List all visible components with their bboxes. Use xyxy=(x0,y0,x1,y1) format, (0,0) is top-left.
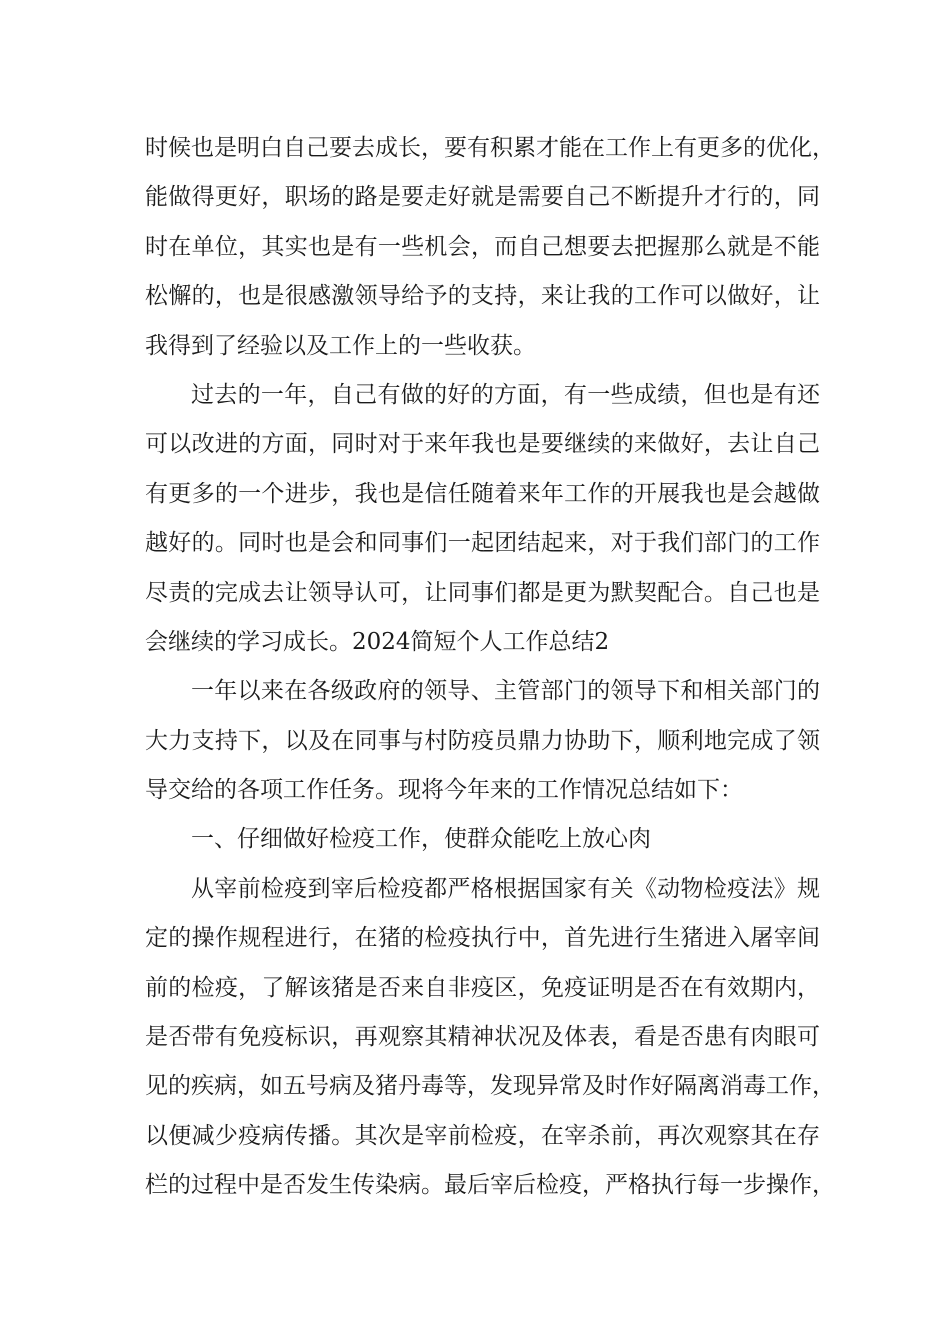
text-line: 时在单位，其实也是有一些机会，而自己想要去把握那么就是不能 xyxy=(145,233,820,260)
text-line: 前的检疫，了解该猪是否来自非疫区，免疫证明是否在有效期内， xyxy=(145,974,820,1001)
text-line: 是否带有免疫标识，再观察其精神状况及体表，看是否患有肉眼可 xyxy=(145,1024,820,1051)
text-line: 以便减少疫病传播。其次是宰前检疫，在宰杀前，再次观察其在存 xyxy=(145,1122,820,1149)
text-line: 定的操作规程进行，在猪的检疫执行中，首先进行生猪进入屠宰间 xyxy=(145,925,820,952)
text-line: 大力支持下，以及在同事与村防疫员鼎力协助下，顺利地完成了领 xyxy=(145,727,820,754)
text-line: 从宰前检疫到宰后检疫都严格根据国家有关《动物检疫法》规 xyxy=(191,875,820,902)
text-line: 我得到了经验以及工作上的一些收获。 xyxy=(145,332,536,359)
text-line: 尽责的完成去让领导认可，让同事们都是更为默契配合。自己也是 xyxy=(145,579,820,606)
text-line: 松懈的，也是很感激领导给予的支持，来让我的工作可以做好，让 xyxy=(145,283,820,310)
text-line: 时候也是明白自己要去成长，要有积累才能在工作上有更多的优化， xyxy=(145,135,835,161)
text-line: 见的疾病，如五号病及猪丹毒等，发现异常及时作好隔离消毒工作， xyxy=(145,1073,835,1100)
text-line: 一年以来在各级政府的领导、主管部门的领导下和相关部门的 xyxy=(191,678,820,705)
text-line: 栏的过程中是否发生传染病。最后宰后检疫，严格执行每一步操作， xyxy=(145,1172,835,1199)
text-line: 可以改进的方面，同时对于来年我也是要继续的来做好，去让自己 xyxy=(145,431,820,458)
text-line: 有更多的一个进步，我也是信任随着来年工作的开展我也是会越做 xyxy=(145,480,820,507)
document-body xyxy=(145,124,835,1211)
text-line: 导交给的各项工作任务。现将今年来的工作情况总结如下： xyxy=(145,777,743,804)
text-line: 能做得更好，职场的路是要走好就是需要自己不断提升才行的，同 xyxy=(145,184,820,211)
text-line: 会继续的学习成长。2024简短个人工作总结2 xyxy=(145,628,610,655)
text-line: 一、仔细做好检疫工作，使群众能吃上放心肉 xyxy=(191,826,651,853)
text-line: 过去的一年，自己有做的好的方面，有一些成绩，但也是有还 xyxy=(191,381,820,408)
text-line: 越好的。同时也是会和同事们一起团结起来，对于我们部门的工作 xyxy=(145,530,820,557)
